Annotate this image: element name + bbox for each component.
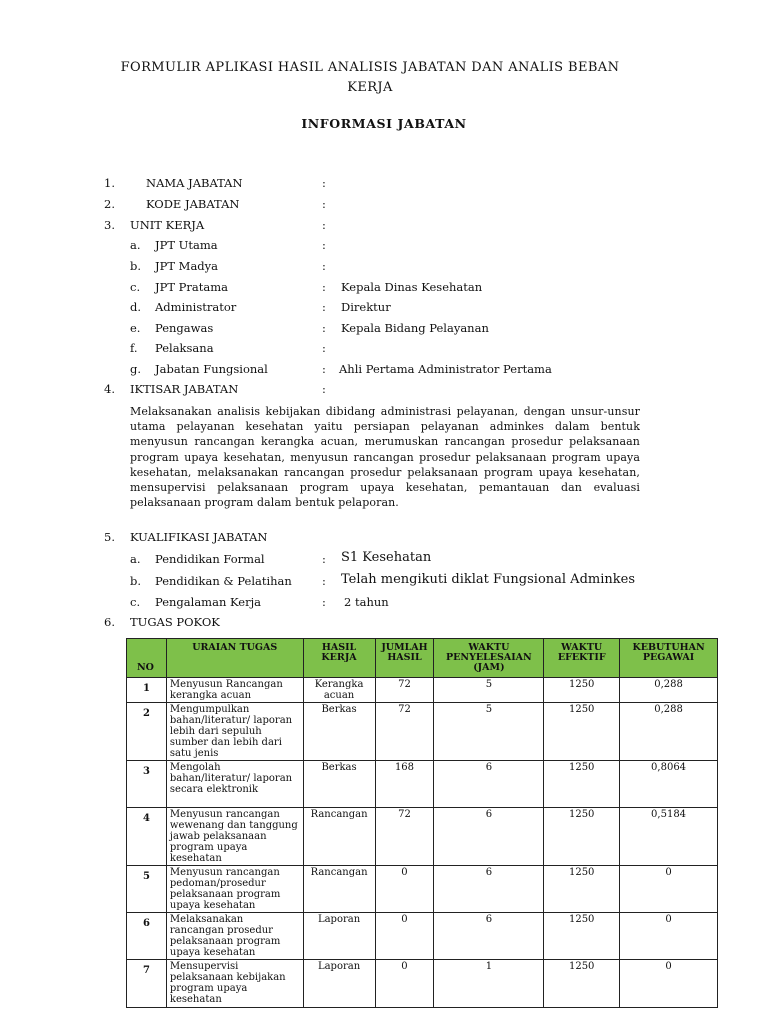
sub-letter: b. [130, 574, 142, 588]
sub-colon: : [322, 341, 326, 355]
sub-label: Administrator [155, 300, 237, 314]
cell-uraian: Menyusun rancangan pedoman/prosedur pelaksanaan program upaya kesehatan [166, 866, 303, 913]
sub-value: Telah mengikuti diklat Fungsional Adminkes [341, 572, 635, 587]
sub-value: Direktur [341, 300, 391, 314]
sub-colon: : [322, 259, 326, 273]
cell-no: 5 [127, 866, 167, 913]
cell-uraian: Menyusun Rancangan kerangka acuan [166, 678, 303, 703]
table-row [127, 866, 718, 913]
cell-hasil: Rancangan [303, 808, 375, 866]
sub-value: Kepala Dinas Kesehatan [341, 280, 483, 294]
cell-no: 2 [127, 703, 167, 761]
cell-jumlah: 0 [375, 913, 434, 960]
cell-kebutuhan: 0 [620, 960, 718, 1008]
table-row [127, 761, 718, 808]
cell-waktu: 5 [434, 703, 544, 761]
sub-colon: : [322, 300, 326, 314]
sub-letter: a. [130, 238, 141, 252]
item-number: 6. [104, 615, 115, 629]
cell-efektif: 1250 [544, 866, 620, 913]
sub-label: Pelaksana [155, 341, 214, 355]
cell-uraian: Melaksanakan rancangan prosedur pelaksanaan program upaya kesehatan [166, 913, 303, 960]
item-colon: : [322, 197, 326, 211]
cell-efektif: 1250 [544, 808, 620, 866]
item-label: UNIT KERJA [130, 218, 205, 232]
sub-letter: d. [130, 300, 142, 314]
form-title-line2: KERJA [347, 80, 393, 95]
cell-no: 4 [127, 808, 167, 866]
sub-label: Pengawas [155, 321, 214, 335]
sub-letter: a. [130, 552, 141, 566]
header-uraian: URAIAN TUGAS [166, 639, 303, 678]
sub-label: JPT Pratama [155, 280, 229, 294]
cell-kebutuhan: 0,8064 [620, 761, 718, 808]
header-waktu-efektif: WAKTU EFEKTIF [544, 639, 620, 678]
item-label: TUGAS POKOK [130, 615, 220, 629]
header-jumlah: JUMLAH HASIL [375, 639, 434, 678]
cell-waktu: 6 [434, 913, 544, 960]
cell-hasil: Laporan [303, 913, 375, 960]
cell-no: 7 [127, 960, 167, 1008]
sub-value: 2 tahun [344, 595, 389, 609]
cell-no: 6 [127, 913, 167, 960]
sub-colon: : [322, 238, 326, 252]
cell-no: 3 [127, 761, 167, 808]
cell-jumlah: 72 [375, 808, 434, 866]
cell-jumlah: 72 [375, 703, 434, 761]
cell-uraian: Mensupervisi pelaksanaan kebijakan program upaya kesehatan [166, 960, 303, 1008]
table-row [127, 703, 718, 761]
sub-letter: c. [130, 595, 141, 609]
sub-letter: b. [130, 259, 142, 273]
cell-efektif: 1250 [544, 703, 620, 761]
item-number: 4. [104, 382, 115, 396]
form-title [110, 58, 630, 98]
cell-efektif: 1250 [544, 678, 620, 703]
table-row [127, 808, 718, 866]
item-label: NAMA JABATAN [146, 176, 243, 190]
sub-value: Ahli Pertama Administrator Pertama [339, 362, 552, 376]
sub-letter: e. [130, 321, 141, 335]
item-label: KUALIFIKASI JABATAN [130, 530, 268, 544]
table-row [127, 960, 718, 1008]
cell-waktu: 5 [434, 678, 544, 703]
form-title-line1: FORMULIR APLIKASI HASIL ANALISIS JABATAN DAN ANALIS BEBAN [120, 60, 620, 75]
header-waktu-penyelesaian: WAKTU PENYELESAIAN (JAM) [434, 639, 544, 678]
item-colon: : [322, 176, 326, 190]
sub-colon: : [322, 574, 326, 588]
sub-label: Pengalaman Kerja [155, 595, 262, 609]
sub-letter: c. [130, 280, 141, 294]
item-number: 1. [104, 176, 115, 190]
cell-hasil: Kerangka acuan [303, 678, 375, 703]
cell-jumlah: 0 [375, 960, 434, 1008]
cell-waktu: 1 [434, 960, 544, 1008]
cell-waktu: 6 [434, 808, 544, 866]
cell-kebutuhan: 0,288 [620, 703, 718, 761]
iktisar-paragraph: Melaksanakan analisis kebijakan dibidang administrasi pelayanan, dengan unsur-unsur utama pelayanan kesehatan yaitu persiapan pelayanan adminkes dalam bentuk menyusun rancangan kerangka acuan, merumuskan rancangan prosedur pelaksanaan program upaya kesehatan, menyusun rancangan prosedur pelaksanaan program upaya kesehatan, melaksanakan rancangan prosedur pelaksanaan program upaya kesehatan, mensupervisi pelaksanaan program upaya kesehatan, pemantauan dan evaluasi pelaksanaan program dalam bentuk pelaporan. [130, 405, 640, 510]
sub-letter: g. [130, 362, 142, 376]
cell-no: 1 [127, 678, 167, 703]
cell-hasil: Laporan [303, 960, 375, 1008]
item-label: KODE JABATAN [146, 197, 240, 211]
table-row [127, 678, 718, 703]
cell-hasil: Berkas [303, 703, 375, 761]
cell-hasil: Berkas [303, 761, 375, 808]
table-header-row [127, 639, 718, 678]
sub-label: Pendidikan Formal [155, 552, 265, 566]
cell-kebutuhan: 0 [620, 866, 718, 913]
section-title: INFORMASI JABATAN [301, 116, 467, 131]
item-label: IKTISAR JABATAN [130, 382, 239, 396]
sub-label: JPT Utama [155, 238, 218, 252]
item-number: 3. [104, 218, 115, 232]
table-row [127, 913, 718, 960]
sub-value: S1 Kesehatan [341, 550, 432, 565]
item-colon: : [322, 218, 326, 232]
cell-uraian: Mengumpulkan bahan/literatur/ laporan lebih dari sepuluh sumber dan lebih dari satu jenis [166, 703, 303, 761]
cell-waktu: 6 [434, 866, 544, 913]
header-hasil: HASIL KERJA [303, 639, 375, 678]
cell-kebutuhan: 0,288 [620, 678, 718, 703]
sub-label: Pendidikan & Pelatihan [155, 574, 292, 588]
item-colon: : [322, 382, 326, 396]
cell-hasil: Rancangan [303, 866, 375, 913]
sub-colon: : [322, 362, 326, 376]
cell-jumlah: 0 [375, 866, 434, 913]
sub-colon: : [322, 280, 326, 294]
cell-efektif: 1250 [544, 913, 620, 960]
item-number: 5. [104, 530, 115, 544]
cell-jumlah: 168 [375, 761, 434, 808]
cell-kebutuhan: 0 [620, 913, 718, 960]
sub-colon: : [322, 321, 326, 335]
cell-efektif: 1250 [544, 761, 620, 808]
cell-uraian: Menyusun rancangan wewenang dan tanggung jawab pelaksanaan program upaya kesehatan [166, 808, 303, 866]
item-number: 2. [104, 197, 115, 211]
cell-uraian: Mengolah bahan/literatur/ laporan secara elektronik [166, 761, 303, 808]
cell-efektif: 1250 [544, 960, 620, 1008]
cell-kebutuhan: 0,5184 [620, 808, 718, 866]
cell-waktu: 6 [434, 761, 544, 808]
tugas-pokok-table [126, 638, 718, 1008]
sub-letter: f. [130, 341, 138, 355]
cell-jumlah: 72 [375, 678, 434, 703]
sub-colon: : [322, 552, 326, 566]
sub-value: Kepala Bidang Pelayanan [341, 321, 489, 335]
header-no: NO [127, 639, 167, 678]
sub-label: JPT Madya [155, 259, 219, 273]
sub-colon: : [322, 595, 326, 609]
header-kebutuhan: KEBUTUHAN PEGAWAI [620, 639, 718, 678]
sub-label: Jabatan Fungsional [155, 362, 268, 376]
